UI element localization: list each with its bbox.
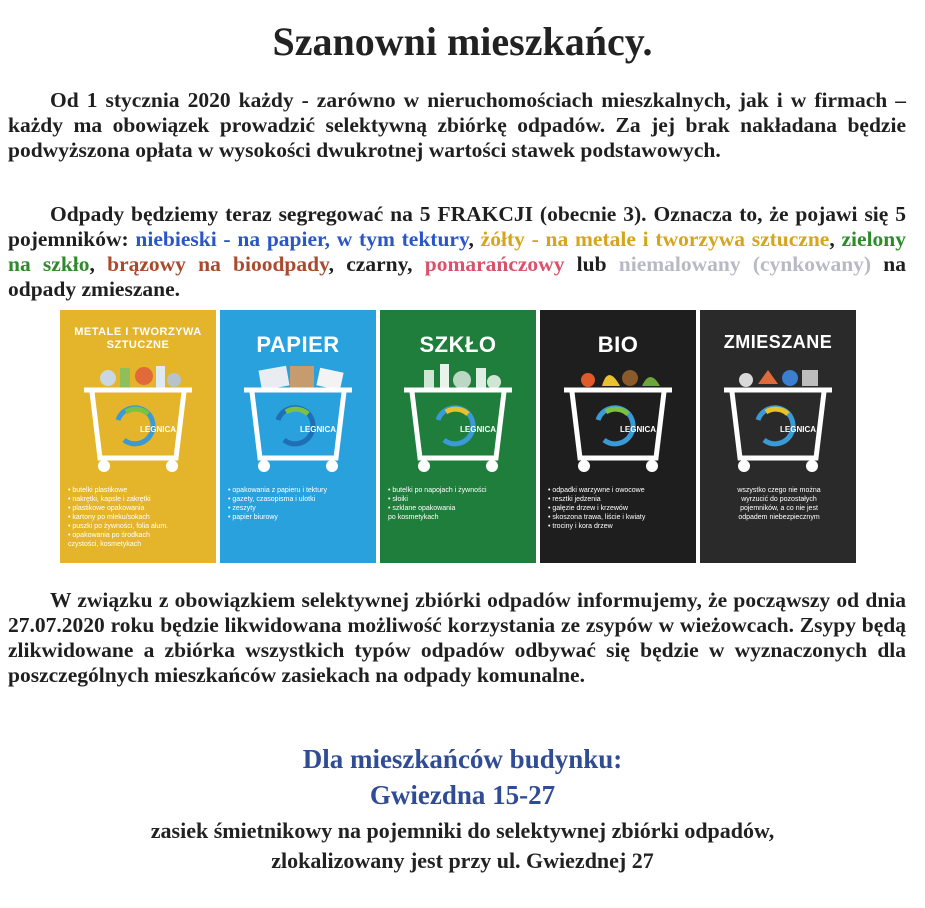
bin-item: • butelki plastikowe: [68, 487, 128, 494]
svg-text:LEGNICA: LEGNICA: [620, 425, 656, 434]
info-heading: Dla mieszkańców budynku:: [302, 744, 623, 774]
paragraph-obligation-text: Od 1 stycznia 2020 każdy - zarówno w nieruchomościach mieszkalnych, jak i w firmach – każdy ma obowiązek prowadzić selektywną zbiórkę odpadów. Za jej brak nakładana będzie podwyższona opłata w wysokości dwukrotnej wartości stawek podstawowych.: [8, 88, 906, 162]
bin-item: • słoiki: [388, 496, 408, 503]
trash-bin-icon: [238, 362, 358, 480]
bin-item: pojemników, a co nie jest: [740, 505, 818, 512]
fraction-sep-1: ,: [468, 227, 481, 251]
bin-item: • butelki po napojach i żywności: [388, 487, 487, 494]
fraction-lub: lub: [564, 252, 619, 276]
bin-panel-bio: [540, 310, 696, 563]
trash-bin-icon: [718, 362, 838, 480]
trash-bin-icon: [78, 362, 198, 480]
trash-bin-icon: [558, 362, 678, 480]
bin-description: [228, 486, 370, 522]
paragraph-chutes: [8, 588, 906, 688]
bin-panel-glass: [380, 310, 536, 563]
svg-text:LEGNICA: LEGNICA: [460, 425, 496, 434]
trash-bin-icon: [398, 362, 518, 480]
bin-item: • gałęzie drzew i krzewów: [548, 505, 628, 512]
paragraph-chutes-text: W związku z obowiązkiem selektywnej zbiórki odpadów informujemy, że począwszy od dnia 27.07.2020 roku będzie likwidowana możliwość korzystania ze zsypów w wieżowcach. Zsypy będą zlikwidowane a zbiórka wszystkich typów odpadów odbywać się będzie w wyznaczonych dla poszczególnych mieszkańców zasiekach na odpady komunalne.: [8, 588, 906, 687]
bin-item: • zeszyty: [228, 505, 256, 512]
paragraph-fractions: [8, 202, 906, 302]
fraction-brown: brązowy na bioodpady: [107, 252, 329, 276]
fractions-intro: Odpady będziemy teraz segregować na 5 FRAKCJI (obecnie 3). Oznacza to, że pojawi się 5 pojemników:: [8, 202, 906, 251]
svg-text:LEGNICA: LEGNICA: [140, 425, 176, 434]
bin-item: • plastikowe opakowania: [68, 505, 145, 512]
bin-item: odpadem niebezpiecznym: [738, 514, 820, 521]
info-address: Gwiezdna 15-27: [369, 780, 556, 810]
bin-panel-metal-plastic: [60, 310, 216, 563]
fraction-sep-2: ,: [829, 227, 842, 251]
fractions-end: na odpady zmieszane.: [8, 252, 907, 301]
bin-item: czystości, kosmetykach: [68, 541, 142, 548]
fraction-blue: niebieski - na papier, w tym tektury: [135, 227, 469, 251]
bin-item: wyrzucić do pozostałych: [741, 496, 817, 503]
info-line-4: zlokalizowany jest przy ul. Gwiezdnej 27: [271, 848, 654, 873]
fraction-gray: niemalowany (cynkowany): [618, 252, 872, 276]
bin-item: • skoszona trawa, liście i kwiaty: [548, 514, 646, 521]
info-line-3: zasiek śmietnikowy na pojemniki do selektywnej zbiórki odpadów,: [150, 818, 775, 843]
bin-description: [708, 486, 850, 522]
bin-item: • papier biurowy: [228, 514, 278, 521]
bin-item: • szklane opakowania: [388, 505, 456, 512]
bin-label: SZKŁO: [419, 332, 497, 357]
fraction-orange: pomarańczowy: [424, 252, 565, 276]
fraction-green: zielony na szkło: [8, 227, 907, 276]
bin-item: • puszki po żywności, folia alum.: [68, 523, 169, 530]
bin-label: PAPIER: [256, 332, 340, 357]
fraction-yellow: żółty - na metale i tworzywa sztuczne: [480, 227, 830, 251]
bin-description: [548, 486, 690, 531]
bin-label: METALE I TWORZYWA SZTUCZNE: [74, 326, 202, 351]
bin-description: [68, 486, 210, 549]
bin-item: • nakrętki, kapsle i zakrętki: [68, 496, 151, 503]
bin-label: ZMIESZANE: [723, 332, 833, 352]
fraction-sep-3: ,: [89, 252, 108, 276]
bin-item: wszystko czego nie można: [737, 487, 821, 494]
bin-label: BIO: [597, 332, 639, 357]
bin-item: • kartony po mleku/sokach: [68, 514, 150, 521]
bin-item: • opakowania z papieru i tektury: [228, 487, 327, 494]
bin-description: [388, 486, 530, 522]
bin-item: • trociny i kora drzew: [548, 523, 613, 530]
bin-panel-mixed: [700, 310, 856, 563]
bin-item: • resztki jedzenia: [548, 496, 601, 503]
bins-graphic: [60, 310, 856, 563]
bin-panel-paper: [220, 310, 376, 563]
bin-item: • odpadki warzywne i owocowe: [548, 487, 645, 494]
svg-text:LEGNICA: LEGNICA: [300, 425, 336, 434]
fraction-black: , czarny,: [328, 252, 425, 276]
svg-text:LEGNICA: LEGNICA: [780, 425, 816, 434]
bin-item: po kosmetykach: [388, 514, 439, 521]
bin-item: • gazety, czasopisma i ulotki: [228, 496, 316, 503]
bin-item: • opakowania po środkach: [68, 532, 150, 539]
paragraph-obligation: [8, 88, 906, 163]
page-title: Szanowni mieszkańcy.: [272, 19, 653, 64]
